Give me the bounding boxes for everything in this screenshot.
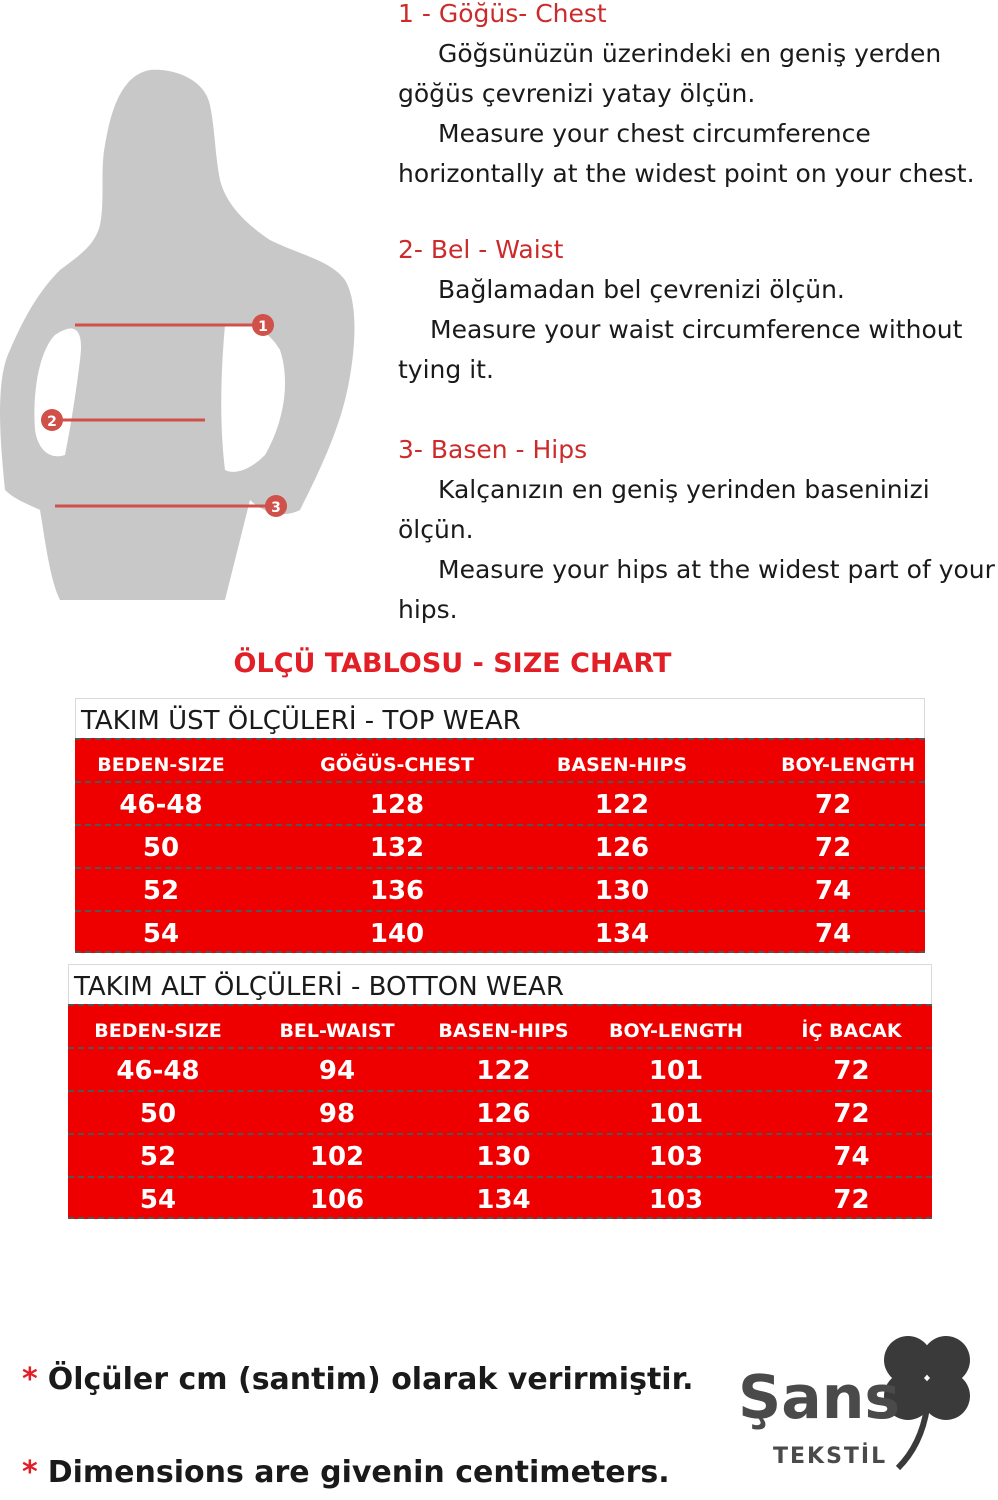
table-cell: 136 [369,876,425,906]
table-cell: 46-48 [119,790,203,820]
hips-marker-label: 3 [271,500,281,516]
logo-name: Şans [738,1363,901,1433]
table-cell: 98 [318,1099,356,1129]
table-cell: 72 [833,1056,870,1086]
table-row [68,1176,932,1219]
top-wear-table [75,698,925,953]
table-header-row [68,1004,932,1047]
sans-tekstil-logo [718,1268,998,1500]
table-cell: 126 [594,833,650,863]
table-row [75,824,925,867]
hips-heading: 3- Basen - Hips [398,435,588,464]
table-cell: 52 [142,876,180,906]
table-cell: 72 [833,1185,870,1215]
table-cell: 94 [318,1056,356,1086]
header-cell: BOY-LENGTH [609,1020,743,1042]
table-row [68,1047,932,1090]
header-cell: BEDEN-SIZE [97,754,225,776]
table-caption: TAKIM ALT ÖLÇÜLERİ - BOTTON WEAR [68,964,932,1004]
asterisk: * [22,1362,38,1397]
waist-text-en: Measure your waist circumference without tying it. [398,315,963,384]
header-cell: BASEN-HIPS [556,754,688,776]
asterisk: * [22,1455,38,1490]
table-cell: 72 [815,833,852,863]
table-cell: 101 [648,1056,704,1086]
chest-instruction [398,0,998,194]
table-cell: 52 [139,1142,177,1172]
table-cell: 74 [815,876,852,906]
hips-instruction [398,430,998,630]
table-cell: 102 [309,1142,365,1172]
table-header-row [75,738,925,781]
table-row [75,867,925,910]
table-cell: 54 [142,919,180,949]
table-cell: 101 [648,1099,704,1129]
table-row [68,1133,932,1176]
header-cell: İÇ BACAK [801,1020,902,1042]
bottom-wear-table [68,964,932,1219]
header-cell: BOY-LENGTH [781,754,915,776]
header-cell: GÖĞÜS-CHEST [320,754,474,776]
logo-subtitle: TEKSTİL [773,1444,888,1469]
body-silhouette [0,70,354,600]
hips-text-en: Measure your hips at the widest part of your hips. [398,555,995,624]
note-english [22,1455,670,1490]
hips-text-tr: Kalçanızın en geniş yerinden baseninizi ölçün. [398,475,930,544]
table-row [75,781,925,824]
table-cell: 103 [648,1185,704,1215]
chest-marker-label: 1 [258,319,268,335]
table-cell: 46-48 [116,1056,200,1086]
waist-text-tr: Bağlamadan bel çevrenizi ölçün. [438,275,845,304]
table-row [75,910,925,953]
note-turkish [22,1362,693,1397]
table-cell: 72 [815,790,852,820]
note-text: Ölçüler cm (santim) olarak verirmiştir. [47,1362,694,1397]
table-cell: 130 [476,1142,531,1172]
waist-heading: 2- Bel - Waist [398,235,564,264]
header-cell: BEDEN-SIZE [94,1020,222,1042]
chest-heading: 1 - Göğüs- Chest [398,0,607,28]
table-cell: 128 [369,790,425,820]
header-cell: BASEN-HIPS [438,1020,569,1042]
size-chart-title: ÖLÇÜ TABLOSU - SIZE CHART [233,648,672,679]
table-cell: 134 [476,1185,531,1215]
table-cell: 74 [833,1142,870,1172]
chest-text-tr: Göğsünüzün üzerindeki en geniş yerden göğüs çevrenizi yatay ölçün. [398,39,942,108]
table-cell: 106 [309,1185,365,1215]
note-text: Dimensions are givenin centimeters. [47,1455,670,1490]
table-cell: 122 [476,1056,531,1086]
table-cell: 126 [476,1099,531,1129]
waist-instruction [398,230,998,390]
table-cell: 50 [139,1099,177,1129]
table-cell: 74 [815,919,852,949]
table-cell: 72 [833,1099,870,1129]
table-cell: 122 [594,790,650,820]
table-cell: 140 [369,919,425,949]
waist-marker-label: 2 [47,414,57,430]
table-caption: TAKIM ÜST ÖLÇÜLERİ - TOP WEAR [75,698,925,738]
header-cell: BEL-WAIST [279,1020,395,1042]
table-cell: 103 [648,1142,704,1172]
body-measurement-figure [0,60,360,600]
table-cell: 130 [594,876,650,906]
table-row [68,1090,932,1133]
chest-text-en: Measure your chest circumference horizontally at the widest point on your chest. [398,119,975,188]
table-cell: 50 [142,833,180,863]
table-cell: 54 [139,1185,177,1215]
table-cell: 134 [594,919,650,949]
table-cell: 132 [369,833,425,863]
